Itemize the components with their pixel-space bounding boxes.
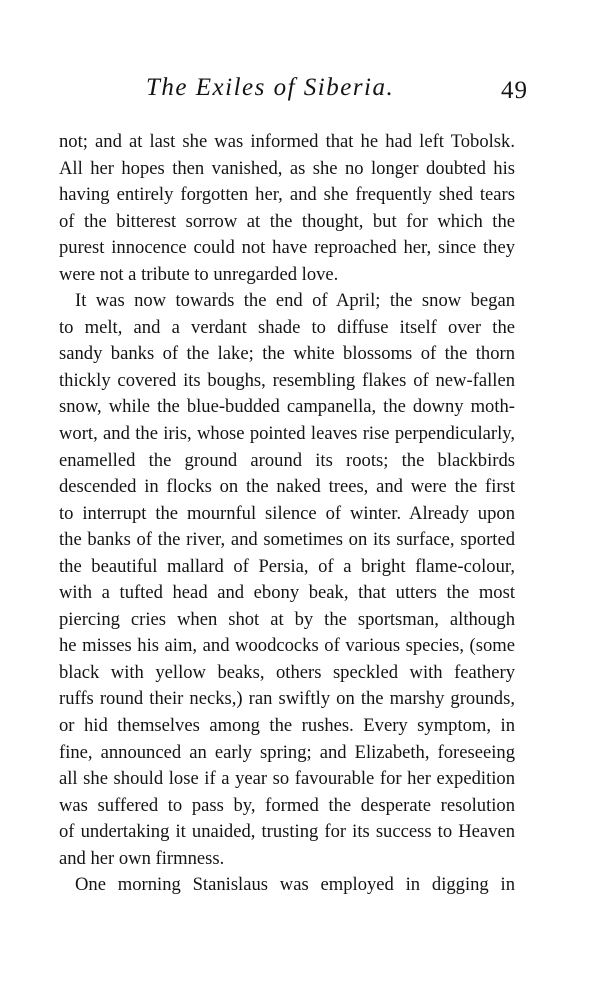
text-line: to melt, and a verdant shade to diffuse itself over the — [59, 316, 515, 338]
text-line: snow, while the blue-budded campanella, the downy moth- — [59, 396, 515, 418]
text-line: to interrupt the mournful silence of winter. Already upon — [59, 502, 515, 524]
text-line: enamelled the ground around its roots; the blackbirds — [59, 449, 515, 471]
text-line: the banks of the river, and sometimes on its surface, sported — [59, 529, 515, 551]
text-line: having entirely forgotten her, and she frequently shed tears — [59, 184, 515, 206]
text-line: ruffs round their necks,) ran swiftly on the marshy grounds, — [59, 688, 515, 710]
text-line: with a tufted head and ebony beak, that utters the most — [59, 582, 515, 604]
body-text — [59, 129, 515, 899]
text-line: All her hopes then vanished, as she no longer doubted his — [59, 157, 515, 179]
text-line: piercing cries when shot at by the sportsman, although — [59, 608, 515, 630]
text-line: sandy banks of the lake; the white blossoms of the thorn — [59, 343, 515, 365]
running-head — [60, 74, 530, 114]
text-line: the beautiful mallard of Persia, of a bright flame-colour, — [59, 555, 515, 577]
page-number: 49 — [501, 77, 528, 104]
text-line: or hid themselves among the rushes. Every symptom, in — [59, 715, 515, 737]
text-line: he misses his aim, and woodcocks of various species, (some — [59, 635, 515, 657]
text-line: wort, and the iris, whose pointed leaves rise perpendicularly, — [59, 423, 515, 445]
text-line: thickly covered its boughs, resembling flakes of new-fallen — [59, 369, 515, 391]
text-line: of the bitterest sorrow at the thought, but for which the — [59, 210, 515, 232]
text-line: descended in flocks on the naked trees, and were the first — [59, 476, 515, 498]
text-line: black with yellow beaks, others speckled with feathery — [59, 661, 515, 683]
running-title: The Exiles of Siberia. — [146, 74, 395, 101]
text-line: not; and at last she was informed that he had left Tobolsk. — [59, 131, 515, 152]
text-line: purest innocence could not have reproached her, since they — [59, 237, 515, 259]
text-line: fine, announced an early spring; and Elizabeth, foreseeing — [59, 741, 515, 763]
text-line: was suffered to pass by, formed the desperate resolution — [59, 794, 515, 816]
text-line: all she should lose if a year so favourable for her expedition — [59, 768, 515, 790]
paragraph-end-line: were not a tribute to unregarded love. — [59, 263, 339, 285]
paragraph-start-line: One morning Stanislaus was employed in digging in — [75, 874, 515, 896]
paragraph-end-line: and her own firmness. — [59, 847, 225, 869]
text-line: of undertaking it unaided, trusting for its success to Heaven — [59, 821, 515, 843]
paragraph-start-line: It was now towards the end of April; the snow began — [75, 290, 515, 312]
